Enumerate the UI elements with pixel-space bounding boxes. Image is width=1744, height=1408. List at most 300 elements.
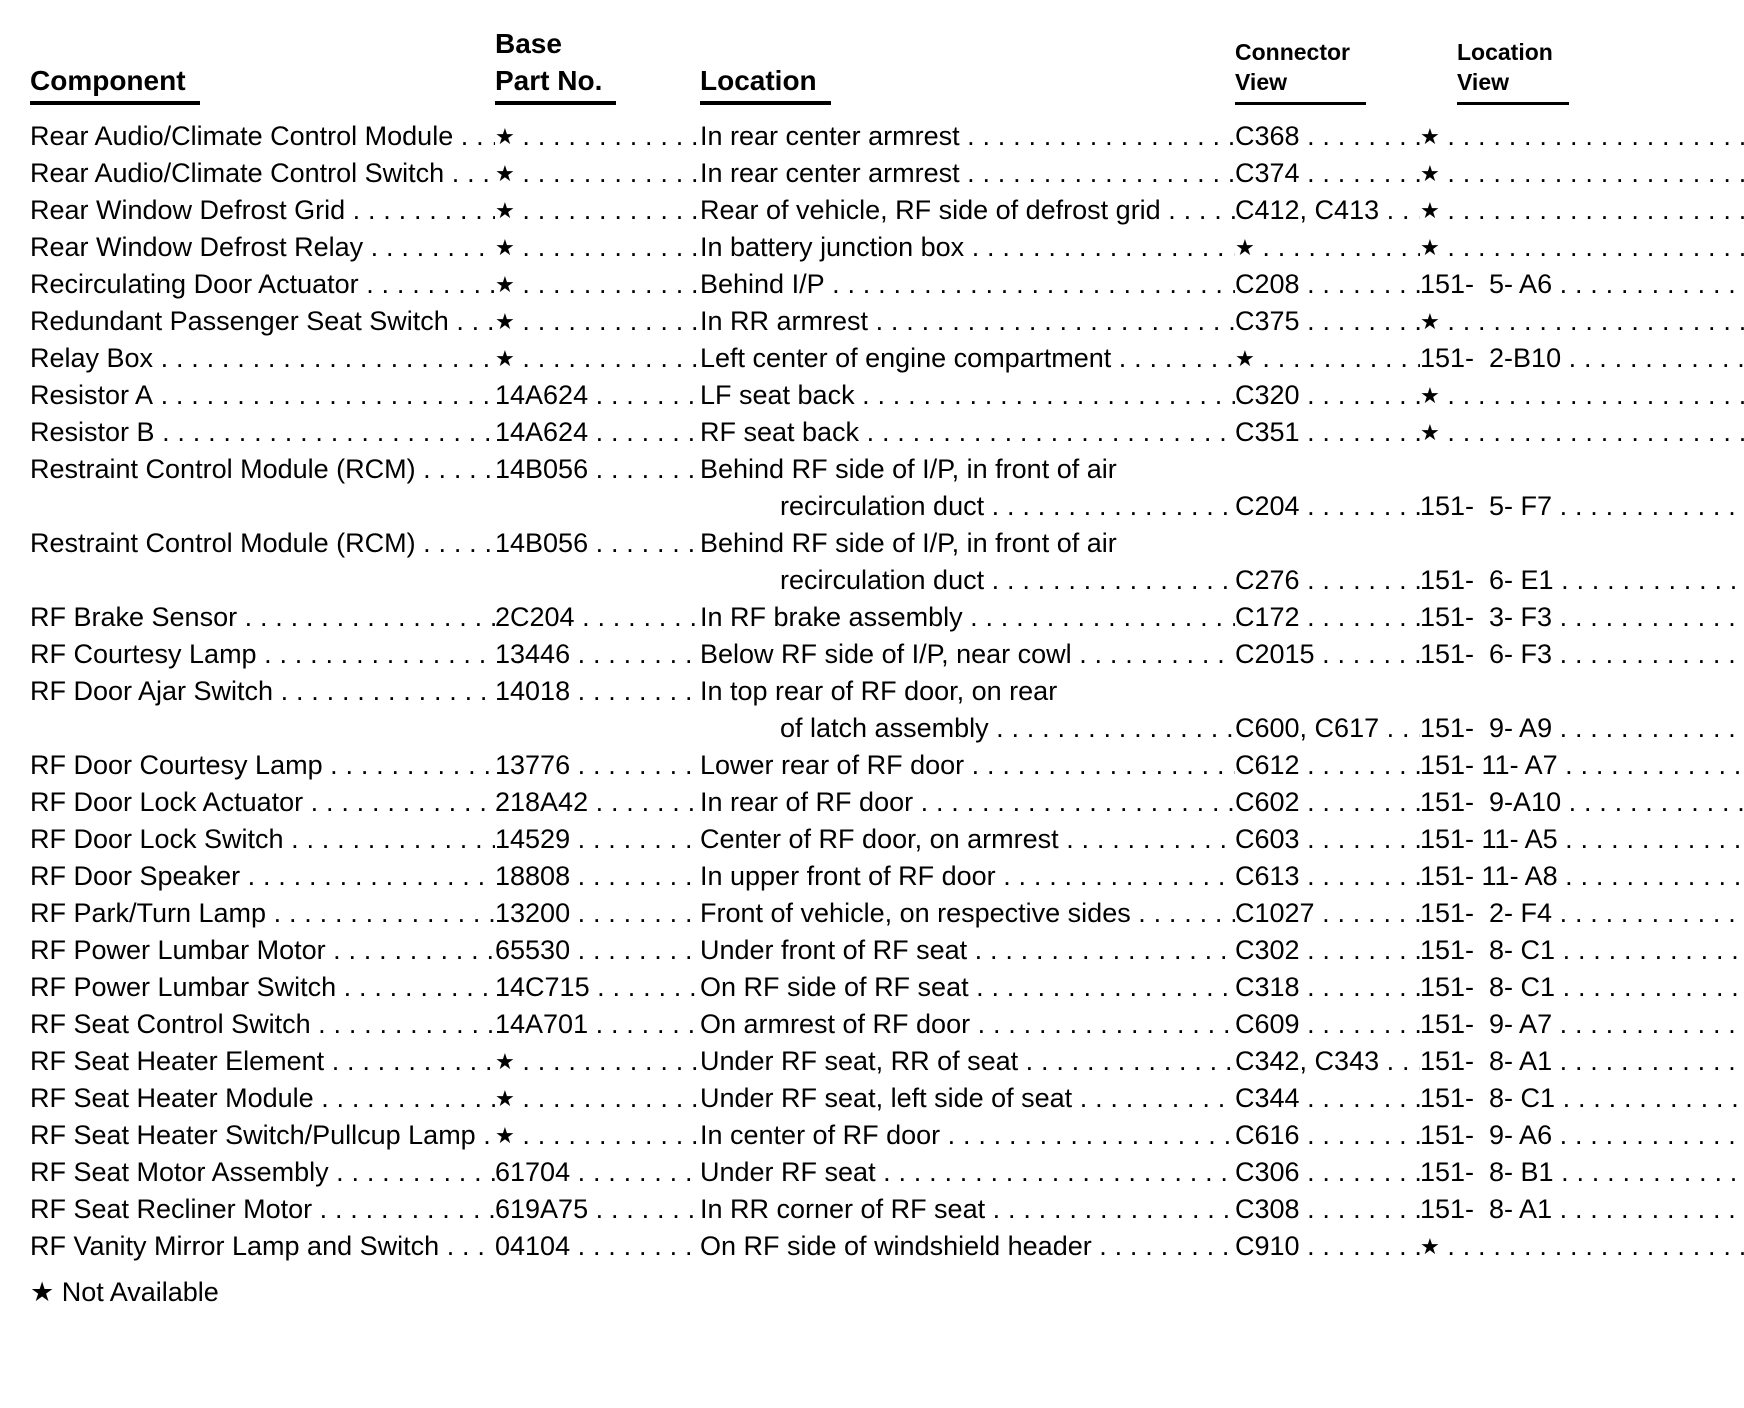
base-part-no-cell bbox=[495, 192, 700, 229]
connector-view-cell bbox=[1235, 1006, 1420, 1043]
component-cell bbox=[30, 1191, 495, 1228]
dot-leader bbox=[1555, 1080, 1744, 1117]
component-name: Resistor B bbox=[30, 417, 155, 447]
dot-leader bbox=[416, 451, 495, 488]
dot-leader bbox=[570, 932, 700, 969]
location-text: In rear of RF door bbox=[700, 787, 914, 817]
dot-leader bbox=[984, 562, 1235, 599]
component-cell bbox=[30, 340, 495, 377]
connector-view-cell bbox=[1235, 1117, 1420, 1154]
dot-leader bbox=[570, 895, 700, 932]
dot-leader bbox=[985, 1191, 1235, 1228]
component-cell bbox=[30, 1228, 495, 1265]
dot-leader bbox=[515, 340, 700, 377]
base-part-no: ★ bbox=[495, 198, 515, 223]
component-name: Rear Window Defrost Relay bbox=[30, 232, 364, 262]
dot-leader bbox=[588, 377, 700, 414]
component-cell bbox=[30, 1117, 495, 1154]
dot-leader bbox=[1300, 414, 1420, 451]
dot-leader bbox=[570, 673, 700, 710]
component-name: Relay Box bbox=[30, 343, 154, 373]
base-part-no-cell bbox=[495, 118, 700, 155]
connector-view-cell bbox=[1235, 747, 1420, 784]
table-row bbox=[30, 1006, 1744, 1043]
base-part-no: 14A701 bbox=[495, 1009, 589, 1039]
base-part-no-cell bbox=[495, 303, 700, 340]
component-cell bbox=[30, 747, 495, 784]
dot-leader bbox=[515, 192, 700, 229]
location-view-cell bbox=[1420, 636, 1744, 673]
component-name: RF Park/Turn Lamp bbox=[30, 898, 267, 928]
table-row bbox=[30, 303, 1744, 340]
dot-leader bbox=[1379, 710, 1420, 747]
base-part-no-cell bbox=[495, 1228, 700, 1265]
component-name: RF Door Speaker bbox=[30, 861, 241, 891]
location-view-value: 151- 2-B10 bbox=[1420, 343, 1562, 373]
connector-view-value: C375 bbox=[1235, 306, 1300, 336]
location-text: Behind I/P bbox=[700, 269, 825, 299]
base-part-no-cell bbox=[495, 673, 700, 710]
base-part-no: 14529 bbox=[495, 824, 571, 854]
base-part-no: 2C204 bbox=[495, 602, 575, 632]
location-view-value: 151- 8- A1 bbox=[1420, 1194, 1553, 1224]
location-text: In RR armrest bbox=[700, 306, 869, 336]
base-part-no: 14A624 bbox=[495, 417, 589, 447]
base-part-no-cell bbox=[495, 1117, 700, 1154]
header-connector-view-label: Connector View bbox=[1235, 37, 1366, 105]
header-location-label: Location bbox=[700, 63, 831, 105]
table-row bbox=[30, 118, 1744, 155]
header-component-label: Component bbox=[30, 63, 200, 105]
dot-leader bbox=[1072, 636, 1235, 673]
component-name: RF Vanity Mirror Lamp and Switch bbox=[30, 1231, 440, 1261]
base-part-no: 14018 bbox=[495, 676, 571, 706]
base-part-no: ★ bbox=[495, 1049, 515, 1074]
dot-leader bbox=[345, 192, 495, 229]
connector-view-value: C308 bbox=[1235, 1194, 1300, 1224]
base-part-no: 619A75 bbox=[495, 1194, 589, 1224]
base-part-no-cell bbox=[495, 229, 700, 266]
connector-view-cell bbox=[1235, 488, 1420, 525]
dot-leader bbox=[570, 1154, 700, 1191]
dot-leader bbox=[825, 266, 1235, 303]
base-part-no-cell bbox=[495, 1043, 700, 1080]
base-part-no-cell bbox=[495, 155, 700, 192]
dot-leader bbox=[1300, 1117, 1420, 1154]
dot-leader bbox=[1440, 192, 1744, 229]
dot-leader bbox=[1552, 1006, 1744, 1043]
dot-leader bbox=[1131, 895, 1235, 932]
dot-leader bbox=[1300, 1154, 1420, 1191]
location-text: In rear center armrest bbox=[700, 121, 960, 151]
location-text: Rear of vehicle, RF side of defrost grid bbox=[700, 195, 1161, 225]
header-location-view bbox=[1420, 37, 1569, 105]
location-text: In battery junction box bbox=[700, 232, 965, 262]
dot-leader bbox=[303, 784, 495, 821]
dot-leader bbox=[326, 932, 495, 969]
dot-leader bbox=[311, 1006, 495, 1043]
component-cell bbox=[30, 858, 495, 895]
component-cell bbox=[30, 525, 495, 562]
component-name: RF Door Ajar Switch bbox=[30, 676, 274, 706]
dot-leader bbox=[940, 1117, 1235, 1154]
header-connector-view bbox=[1235, 37, 1420, 105]
dot-leader bbox=[984, 488, 1235, 525]
component-name: RF Brake Sensor bbox=[30, 602, 238, 632]
location-text: Under RF seat bbox=[700, 1157, 876, 1187]
component-name: RF Power Lumbar Switch bbox=[30, 972, 337, 1002]
connector-view-cell bbox=[1235, 414, 1420, 451]
connector-view-cell bbox=[1235, 1154, 1420, 1191]
location-cell bbox=[700, 266, 1235, 303]
location-view-cell bbox=[1420, 229, 1744, 266]
location-view-value: 151- 2- F4 bbox=[1420, 898, 1553, 928]
base-part-no: 13200 bbox=[495, 898, 571, 928]
connector-view-value: C208 bbox=[1235, 269, 1300, 299]
connector-view-cell bbox=[1235, 858, 1420, 895]
location-cell bbox=[700, 192, 1235, 229]
connector-view-value: C616 bbox=[1235, 1120, 1300, 1150]
connector-view-cell bbox=[1235, 1080, 1420, 1117]
dot-leader bbox=[868, 303, 1235, 340]
component-name: RF Seat Heater Switch/Pullcup Lamp bbox=[30, 1120, 476, 1150]
connector-view-value: C302 bbox=[1235, 935, 1300, 965]
dot-leader bbox=[1315, 895, 1420, 932]
connector-view-value: C613 bbox=[1235, 861, 1300, 891]
component-cell bbox=[30, 303, 495, 340]
location-view-value: ★ bbox=[1420, 124, 1440, 149]
connector-view-cell bbox=[1235, 599, 1420, 636]
location-view-value: 151- 8- C1 bbox=[1420, 1083, 1556, 1113]
base-part-no: ★ bbox=[495, 309, 515, 334]
location-view-cell bbox=[1420, 784, 1744, 821]
location-view-cell bbox=[1420, 895, 1744, 932]
connector-view-cell bbox=[1235, 192, 1420, 229]
base-part-no-cell bbox=[495, 636, 700, 673]
dot-leader bbox=[515, 155, 700, 192]
table-row bbox=[30, 1043, 1744, 1080]
component-name: Restraint Control Module (RCM) bbox=[30, 454, 416, 484]
dot-leader bbox=[1300, 969, 1420, 1006]
dot-leader bbox=[1300, 303, 1420, 340]
base-part-no-cell bbox=[495, 377, 700, 414]
base-part-no: ★ bbox=[495, 346, 515, 371]
location-view-value: 151- 9-A10 bbox=[1420, 787, 1562, 817]
base-part-no-cell bbox=[495, 340, 700, 377]
dot-leader bbox=[964, 747, 1235, 784]
dot-leader bbox=[1092, 1228, 1235, 1265]
dot-leader bbox=[1552, 1117, 1744, 1154]
component-cell bbox=[30, 229, 495, 266]
base-part-no: 14B056 bbox=[495, 454, 589, 484]
dot-leader bbox=[1558, 821, 1744, 858]
header-base-part-no bbox=[495, 26, 700, 105]
location-cell bbox=[700, 747, 1235, 784]
location-cell bbox=[700, 932, 1235, 969]
connector-view-cell bbox=[1235, 377, 1420, 414]
dot-leader bbox=[237, 599, 495, 636]
connector-view-value: C612 bbox=[1235, 750, 1300, 780]
component-name: RF Seat Control Switch bbox=[30, 1009, 311, 1039]
connector-view-value: C600, C617 bbox=[1235, 713, 1380, 743]
connector-view-value: C276 bbox=[1235, 565, 1300, 595]
base-part-no: ★ bbox=[495, 1086, 515, 1111]
dot-leader bbox=[1379, 192, 1420, 229]
location-view-value: ★ bbox=[1420, 383, 1440, 408]
table-row bbox=[30, 821, 1744, 858]
dot-leader bbox=[588, 414, 700, 451]
dot-leader bbox=[1440, 155, 1744, 192]
location-cell bbox=[700, 895, 1235, 932]
table-row bbox=[30, 858, 1744, 895]
dot-leader bbox=[588, 784, 700, 821]
location-view-value: 151- 5- A6 bbox=[1420, 269, 1553, 299]
location-cell bbox=[700, 414, 1235, 451]
dot-leader bbox=[1552, 1191, 1744, 1228]
table-row bbox=[30, 1154, 1744, 1191]
location-view-cell bbox=[1420, 1191, 1744, 1228]
base-part-no: 61704 bbox=[495, 1157, 571, 1187]
base-part-no-cell bbox=[495, 747, 700, 784]
dot-leader bbox=[1379, 1043, 1420, 1080]
connector-view-cell bbox=[1235, 784, 1420, 821]
connector-view-value: C172 bbox=[1235, 602, 1300, 632]
connector-view-value: C1027 bbox=[1235, 898, 1315, 928]
location-view-value: 151- 8- C1 bbox=[1420, 972, 1556, 1002]
dot-leader bbox=[1300, 266, 1420, 303]
location-view-cell bbox=[1420, 1154, 1744, 1191]
location-cell bbox=[700, 1043, 1235, 1080]
connector-view-value: C320 bbox=[1235, 380, 1300, 410]
table-row bbox=[30, 451, 1744, 525]
location-view-value: ★ bbox=[1420, 161, 1440, 186]
component-name: RF Courtesy Lamp bbox=[30, 639, 257, 669]
component-cell bbox=[30, 636, 495, 673]
dot-leader bbox=[153, 377, 495, 414]
dot-leader bbox=[1440, 303, 1744, 340]
location-text: Left center of engine compartment bbox=[700, 343, 1112, 373]
table-row bbox=[30, 1191, 1744, 1228]
dot-leader bbox=[570, 636, 700, 673]
base-part-no-cell bbox=[495, 1154, 700, 1191]
dot-leader bbox=[1300, 562, 1420, 599]
table-row bbox=[30, 599, 1744, 636]
dot-leader bbox=[1161, 192, 1235, 229]
component-name: Recirculating Door Actuator bbox=[30, 269, 359, 299]
location-text: On armrest of RF door bbox=[700, 1009, 971, 1039]
connector-view-cell bbox=[1235, 155, 1420, 192]
dot-leader bbox=[314, 1080, 495, 1117]
location-view-value: 151- 9- A6 bbox=[1420, 1120, 1553, 1150]
location-view-cell bbox=[1420, 414, 1744, 451]
table-row bbox=[30, 1228, 1744, 1265]
location-cell bbox=[700, 229, 1235, 266]
location-cell bbox=[700, 784, 1235, 821]
component-name: RF Seat Heater Module bbox=[30, 1083, 314, 1113]
location-text: Center of RF door, on armrest bbox=[700, 824, 1059, 854]
component-cell bbox=[30, 1043, 495, 1080]
location-view-cell bbox=[1420, 303, 1744, 340]
connector-view-value: C318 bbox=[1235, 972, 1300, 1002]
base-part-no: 13446 bbox=[495, 639, 571, 669]
connector-view-value: C368 bbox=[1235, 121, 1300, 151]
component-cell bbox=[30, 969, 495, 1006]
dot-leader bbox=[960, 118, 1235, 155]
location-view-cell bbox=[1420, 118, 1744, 155]
base-part-no-cell bbox=[495, 1006, 700, 1043]
location-view-value: 151- 6- E1 bbox=[1420, 565, 1554, 595]
base-part-no-cell bbox=[495, 599, 700, 636]
location-cell bbox=[700, 118, 1235, 155]
dot-leader bbox=[449, 303, 495, 340]
dot-leader bbox=[284, 821, 495, 858]
dot-leader bbox=[588, 525, 700, 562]
dot-leader bbox=[970, 1006, 1235, 1043]
component-name: RF Door Lock Actuator bbox=[30, 787, 304, 817]
dot-leader bbox=[1552, 266, 1744, 303]
header-component bbox=[30, 63, 495, 105]
location-text: In rear center armrest bbox=[700, 158, 960, 188]
location-cell bbox=[700, 1117, 1235, 1154]
base-part-no-cell bbox=[495, 451, 700, 488]
dot-leader bbox=[1440, 414, 1744, 451]
dot-leader bbox=[1558, 858, 1744, 895]
location-view-value: 151- 11- A8 bbox=[1420, 861, 1558, 891]
base-part-no: 14C715 bbox=[495, 972, 590, 1002]
dot-leader bbox=[1315, 636, 1420, 673]
connector-view-value: C374 bbox=[1235, 158, 1300, 188]
connector-view-cell bbox=[1235, 969, 1420, 1006]
dot-leader bbox=[323, 747, 495, 784]
location-view-cell bbox=[1420, 1006, 1744, 1043]
component-name: Resistor A bbox=[30, 380, 154, 410]
base-part-no: 14A624 bbox=[495, 380, 589, 410]
header-location-view-label: Location View bbox=[1457, 37, 1569, 105]
dot-leader bbox=[1300, 155, 1420, 192]
table-row bbox=[30, 155, 1744, 192]
location-cell bbox=[700, 1006, 1235, 1043]
dot-leader bbox=[1300, 821, 1420, 858]
location-view-cell bbox=[1420, 747, 1744, 784]
dot-leader bbox=[1552, 710, 1744, 747]
dot-leader bbox=[453, 118, 495, 155]
component-cell bbox=[30, 599, 495, 636]
connector-view-cell bbox=[1235, 710, 1420, 747]
location-text: In upper front of RF door bbox=[700, 861, 996, 891]
location-view-cell bbox=[1420, 1117, 1744, 1154]
location-text: of latch assembly bbox=[780, 713, 989, 743]
dot-leader bbox=[964, 229, 1235, 266]
component-cell bbox=[30, 414, 495, 451]
base-part-no-cell bbox=[495, 895, 700, 932]
dot-leader bbox=[570, 1228, 700, 1265]
base-part-no-cell bbox=[495, 1080, 700, 1117]
location-cell bbox=[700, 155, 1235, 192]
dot-leader bbox=[1561, 784, 1744, 821]
component-cell bbox=[30, 266, 495, 303]
base-part-no-cell bbox=[495, 1191, 700, 1228]
location-text: Lower rear of RF door bbox=[700, 750, 965, 780]
component-name: RF Seat Recliner Motor bbox=[30, 1194, 313, 1224]
location-view-cell bbox=[1420, 562, 1744, 599]
component-name: RF Door Courtesy Lamp bbox=[30, 750, 323, 780]
table-row bbox=[30, 747, 1744, 784]
location-view-cell bbox=[1420, 1080, 1744, 1117]
location-cell bbox=[700, 340, 1235, 377]
dot-leader bbox=[153, 340, 495, 377]
dot-leader bbox=[1072, 1080, 1235, 1117]
dot-leader bbox=[859, 414, 1235, 451]
dot-leader bbox=[1440, 377, 1744, 414]
base-part-no: 18808 bbox=[495, 861, 571, 891]
dot-leader bbox=[515, 229, 700, 266]
component-cell bbox=[30, 895, 495, 932]
connector-view-value: C2015 bbox=[1235, 639, 1315, 669]
location-view-value: 151- 9- A9 bbox=[1420, 713, 1553, 743]
dot-leader bbox=[1255, 340, 1420, 377]
component-cell bbox=[30, 192, 495, 229]
dot-leader bbox=[439, 1228, 495, 1265]
location-text: Under front of RF seat bbox=[700, 935, 968, 965]
component-name: Rear Window Defrost Grid bbox=[30, 195, 346, 225]
dot-leader bbox=[1300, 932, 1420, 969]
location-text: In center of RF door bbox=[700, 1120, 941, 1150]
table-header bbox=[30, 26, 1744, 105]
base-part-no-cell bbox=[495, 821, 700, 858]
table-row bbox=[30, 192, 1744, 229]
dot-leader bbox=[515, 303, 700, 340]
table-row bbox=[30, 1080, 1744, 1117]
dot-leader bbox=[1552, 599, 1744, 636]
base-part-no-cell bbox=[495, 784, 700, 821]
location-view-cell bbox=[1420, 821, 1744, 858]
connector-view-cell bbox=[1235, 636, 1420, 673]
dot-leader bbox=[1552, 636, 1744, 673]
connector-view-cell bbox=[1235, 266, 1420, 303]
dot-leader bbox=[515, 1043, 700, 1080]
location-view-cell bbox=[1420, 266, 1744, 303]
connector-view-cell bbox=[1235, 821, 1420, 858]
location-text: RF seat back bbox=[700, 417, 860, 447]
location-text: On RF side of windshield header bbox=[700, 1231, 1092, 1261]
connector-view-cell bbox=[1235, 340, 1420, 377]
location-cell bbox=[700, 303, 1235, 340]
dot-leader bbox=[329, 1154, 495, 1191]
location-cell bbox=[700, 525, 1235, 599]
dot-leader bbox=[1552, 895, 1744, 932]
table-row bbox=[30, 525, 1744, 599]
location-cell bbox=[700, 636, 1235, 673]
dot-leader bbox=[1440, 118, 1744, 155]
dot-leader bbox=[1300, 599, 1420, 636]
table-row bbox=[30, 784, 1744, 821]
location-text: Below RF side of I/P, near cowl bbox=[700, 639, 1072, 669]
connector-view-value: C412, C413 bbox=[1235, 195, 1380, 225]
dot-leader bbox=[1555, 932, 1744, 969]
table-row bbox=[30, 895, 1744, 932]
location-view-value: 151- 11- A7 bbox=[1420, 750, 1558, 780]
dot-leader bbox=[590, 969, 700, 1006]
dot-leader bbox=[1111, 340, 1235, 377]
base-part-no-cell bbox=[495, 525, 700, 562]
location-view-value: 151- 5- F7 bbox=[1420, 491, 1553, 521]
connector-view-cell bbox=[1235, 303, 1420, 340]
dot-leader bbox=[588, 1191, 700, 1228]
location-cell bbox=[700, 599, 1235, 636]
location-text: Under RF seat, RR of seat bbox=[700, 1046, 1019, 1076]
dot-leader bbox=[967, 932, 1235, 969]
connector-view-cell bbox=[1235, 118, 1420, 155]
